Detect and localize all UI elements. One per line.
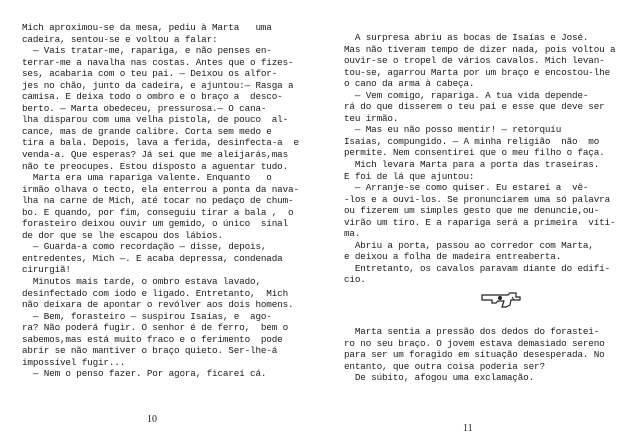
- text-line: sabemos,mas está muito fraco e o ferimento pode: [22, 333, 283, 345]
- text-line: — Mas eu não posso mentir! — retorquiu: [344, 124, 562, 136]
- text-line: — Arranje-se como quiser. Eu estarei a vê-: [344, 182, 589, 194]
- text-line: Isaías, compungido. — A minha religião não mo: [344, 135, 600, 147]
- text-line: desinfectado com iodo e ligado. Entretanto, Mich: [22, 287, 289, 299]
- text-line: forasteiro deixou ouvir um gemido, o único sinal: [22, 218, 289, 230]
- text-line: lha na carne de Mich, até tocar no pedaço de chum-: [22, 195, 294, 207]
- text-line: E foi de lá que ajuntou:: [344, 170, 475, 182]
- text-line: e deixou a folha de madeira entreaberta.: [344, 251, 562, 263]
- text-line: — Bem, forasteiro — suspirou Isaías, e ago-: [22, 310, 272, 322]
- text-line: venda-a. Que esperas? Já sei que me aleijarás,mas: [22, 149, 289, 161]
- text-line: Abriu a porta, passou ao corredor com Marta,: [344, 239, 594, 251]
- text-line: ma.: [344, 228, 361, 240]
- text-block-1: [344, 32, 629, 286]
- text-line: ro no seu braço. O jovem estava demasiado sereno: [344, 337, 605, 349]
- text-line: o cano da arma à cabeça.: [344, 78, 475, 90]
- text-line: abrir se não mantiver o braço quieto. Ser-lhe-á: [22, 345, 278, 357]
- text-line: cadeira, sentou-se e voltou a falar:: [22, 33, 218, 45]
- text-line: Mas não tiveram tempo de dizer nada, pois voltou a: [344, 43, 616, 55]
- page-number-right: 11: [463, 423, 473, 434]
- text-line: tou-se, agarrou Marta por um braço e encostou-lhe: [344, 66, 611, 78]
- text-line: teu irmão.: [344, 112, 399, 124]
- right-page: [320, 0, 640, 439]
- text-line: — Nem o penso fazer. Por agora, ficarei cá.: [22, 368, 267, 380]
- text-line: jes no chão, junto da cadeira, e ajuntou:— Rasga a: [22, 79, 294, 91]
- left-page-text: [22, 22, 304, 380]
- text-block-2: [344, 326, 629, 384]
- text-line: Mich levara Marta para a porta das traseiras.: [344, 159, 600, 171]
- text-line: cirurgiã!: [22, 264, 71, 276]
- text-line: entredentes, Mich —. E acaba depressa, condenada: [22, 252, 283, 264]
- text-line: — Guarda-a como recordação — disse, depois,: [22, 241, 267, 253]
- text-line: De súbito, afogou uma exclamação.: [344, 372, 535, 384]
- right-page-text: [344, 32, 629, 384]
- text-line: Entretanto, os cavalos paravam diante do edifí-: [344, 262, 611, 274]
- text-line: não deixara de apontar o revólver aos dois homens.: [22, 299, 294, 311]
- text-line: cance, mas de grande calibre. Corta sem medo e: [22, 125, 272, 137]
- text-line: lha disparou com uma velha pistola, de pouco al-: [22, 114, 289, 126]
- text-line: não te preocupes. Estou disposto a aguentar tudo.: [22, 160, 289, 172]
- text-line: -los e a ouvi-los. Se pronunciarem uma só palavra: [344, 193, 611, 205]
- text-line: rá do que disserem o teu pai e esse que deve ser: [344, 101, 605, 113]
- text-line: virão um tiro. E a rapariga será a primeira víti-: [344, 216, 616, 228]
- text-line: Mich aproximou-se da mesa, pediu à Marta uma: [22, 22, 272, 33]
- text-line: de dor que se lhe escapou dos lábios.: [22, 229, 223, 241]
- text-line: ra? Não poderá fugir. O senhor é de ferro, bem o: [22, 322, 289, 334]
- text-line: Minutos mais tarde, o ombro estava lavado,: [22, 276, 261, 288]
- text-line: entanto, que outra coisa poderia ser?: [344, 360, 545, 372]
- text-line: tira a bala. Depois, lava a ferida, desinfecta-a e: [22, 137, 299, 149]
- text-line: — Vais tratar-me, rapariga, e não penses en-: [22, 45, 272, 57]
- text-line: Marta era uma rapariga valente. Enquanto o: [22, 172, 272, 184]
- text-line: Marta sentia a pressão dos dedos do forastei-: [344, 326, 600, 338]
- text-line: cio.: [344, 274, 366, 286]
- text-line: berto. — Marta obedeceu, pressurosa.— O cana-: [22, 102, 267, 114]
- text-line: bo. E quando, por fim, conseguiu tirar a bala , o: [22, 206, 294, 218]
- text-line: ouvir-se o tropel de vários cavalos. Mich levan-: [344, 55, 605, 67]
- page-number-left: 10: [147, 414, 157, 425]
- text-line: A surpresa abriu as bocas de Isaías e José.: [344, 32, 589, 43]
- text-line: permite. Nem consentirei que o meu filho o faça.: [344, 147, 605, 159]
- text-line: — Vem comigo, rapariga. A tua vida depende-: [344, 89, 589, 101]
- revolver-icon: [480, 289, 526, 309]
- text-line: impossível fugir...: [22, 356, 126, 368]
- text-line: camisa. E deixa todo o ombro e o braço a desco-: [22, 91, 283, 103]
- text-line: irmão olhava o tecto, ela enterrou a ponta da nava-: [22, 183, 299, 195]
- text-line: terrar-me a navalha nas costas. Antes que o fizes-: [22, 56, 294, 68]
- text-line: ou fizerem um simples gesto que me denuncie,ou-: [344, 205, 600, 217]
- text-line: para ser um foragido em situação desesperada. No: [344, 349, 605, 361]
- text-line: ses, acabaria com o teu pai. — Deixou os alfor-: [22, 68, 278, 80]
